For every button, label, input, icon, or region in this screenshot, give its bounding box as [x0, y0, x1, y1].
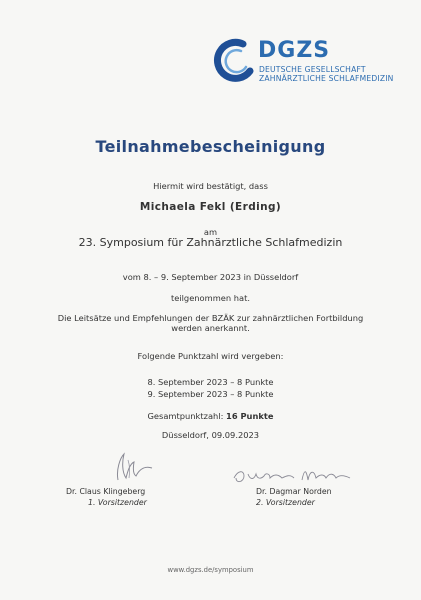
footer-url[interactable]: www.dgzs.de/symposium	[167, 566, 254, 574]
total-points	[0, 411, 421, 421]
logo-subtitle-line2: ZAHNÄRZTLICHE SCHLAFMEDIZIN	[259, 74, 394, 83]
guideline-line2: werden anerkannt.	[171, 323, 250, 333]
event-dates: vom 8. – 9. September 2023 in Düsseldorf	[122, 272, 299, 282]
place-date: Düsseldorf, 09.09.2023	[161, 430, 260, 440]
participated-text: teilgenommen hat.	[170, 293, 251, 303]
event-name: 23. Symposium für Zahnärztliche Schlafmedizin	[78, 236, 343, 249]
guideline-line1: Die Leitsätze und Empfehlungen der BZÄK zur zahnärztlichen Fortbildung	[57, 313, 364, 323]
signature1-role: 1. Vorsitzender	[88, 498, 147, 507]
am-text: am	[203, 227, 218, 237]
signature1-name: Dr. Claus Klingeberg	[66, 487, 146, 496]
total-label: Gesamtpunktzahl:	[147, 411, 224, 421]
intro-text: Hiermit wird bestätigt, dass	[153, 181, 268, 191]
total-value: 16 Punkte	[226, 411, 274, 421]
signature2-name: Dr. Dagmar Norden	[256, 487, 332, 496]
points-intro: Folgende Punktzahl wird vergeben:	[137, 351, 284, 361]
signature-klingeberg	[100, 448, 250, 484]
participant-name: Michaela Fekl (Erding)	[139, 201, 282, 213]
certificate-heading: Teilnahmebescheinigung	[95, 137, 326, 156]
logo-title: DGZS	[258, 38, 331, 63]
points-day1: 8. September 2023 – 8 Punkte	[147, 377, 274, 387]
points-day2: 9. September 2023 – 8 Punkte	[147, 389, 274, 399]
dgzs-logo-icon	[212, 38, 256, 82]
signature2-role: 2. Vorsitzender	[256, 498, 315, 507]
logo-subtitle-line1: DEUTSCHE GESELLSCHAFT	[259, 65, 366, 74]
